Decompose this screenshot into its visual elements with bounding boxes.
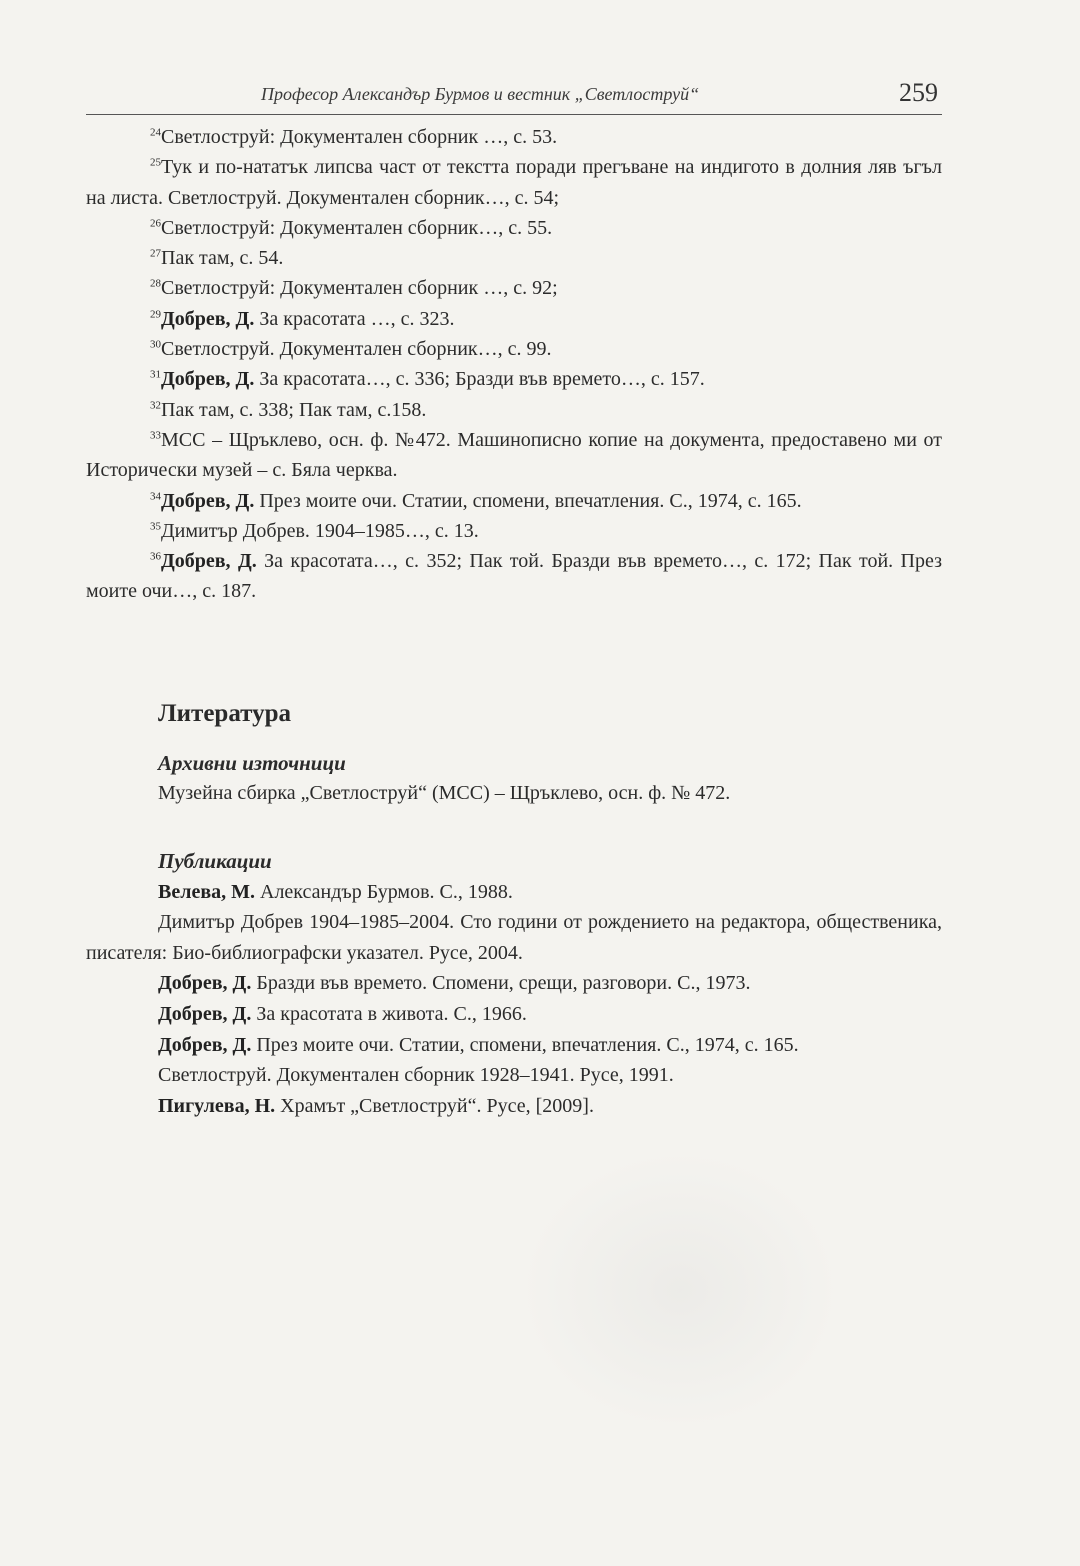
publication-author: Добрев, Д. — [158, 972, 252, 995]
publication-entry — [86, 999, 942, 1030]
footnote-number: 25 — [150, 156, 161, 169]
footnote-text: За красотата …, с. 323. — [254, 307, 455, 330]
footnote-text: Тук и по-нататък липсва част от текстта поради прегъване на индигото в долния ляв ъгъл на листа. Светлоструй. Документален сборник…, с. 54; — [86, 156, 942, 209]
publication-entry — [86, 1030, 942, 1061]
footnote-author: Добрев, Д. — [161, 489, 255, 512]
publication-entry — [86, 877, 942, 908]
footnote-text: Пак там, с. 338; Пак там, с.158. — [161, 398, 427, 421]
footnote — [86, 304, 942, 334]
publication-text: Бразди във времето. Спомени, срещи, разговори. С., 1973. — [251, 972, 751, 995]
footnote-author: Добрев, Д. — [161, 550, 257, 573]
footnote-number: 29 — [150, 308, 161, 321]
publication-text: За красотата в живота. С., 1966. — [251, 1002, 527, 1025]
footnote — [86, 213, 942, 243]
footnote — [86, 152, 942, 213]
publication-author: Пигулева, Н. — [158, 1094, 276, 1117]
footnote — [86, 364, 942, 394]
footnote-text: МСС – Щръклево, осн. ф. №472. Машинописно копие на документа, предоставено ми от Исторически музей – с. Бяла черква. — [86, 428, 942, 482]
footnote-text: За красотата…, с. 336; Бразди във времето…, с. 157. — [254, 368, 705, 391]
publication-author: Велева, М. — [158, 880, 255, 903]
publication-entry — [86, 968, 942, 999]
running-header — [86, 78, 942, 115]
footnote-text: Светлоструй: Документален сборник …, с. 92; — [161, 277, 558, 300]
publication-entry — [86, 907, 942, 968]
running-title: Професор Александър Бурмов и вестник „Светлоструй“ — [261, 84, 700, 104]
footnote-number: 26 — [150, 217, 161, 230]
footnote-text: Димитър Добрев. 1904–1985…, с. 13. — [161, 519, 479, 542]
archive-section — [86, 748, 942, 808]
publication-entry — [86, 1060, 942, 1091]
footnote — [86, 516, 942, 546]
footnote-number: 27 — [150, 247, 161, 260]
footnotes — [86, 122, 942, 607]
footnote-text: Светлоструй. Документален сборник…, с. 99. — [161, 338, 552, 361]
publication-text: Храмът „Светлоструй“. Русе, [2009]. — [275, 1094, 594, 1117]
footnote-author: Добрев, Д. — [161, 368, 255, 391]
publication-text: Светлоструй. Документален сборник 1928–1941. Русе, 1991. — [158, 1064, 674, 1087]
footnote — [86, 122, 942, 152]
footnote — [86, 546, 942, 607]
publication-author: Добрев, Д. — [158, 1002, 252, 1025]
publication-author: Добрев, Д. — [158, 1033, 252, 1056]
publication-text: Александър Бурмов. С., 1988. — [255, 880, 513, 903]
footnote-text: Светлоструй: Документален сборник…, с. 55. — [161, 216, 553, 239]
footnote — [86, 243, 942, 273]
publication-entry — [86, 1091, 942, 1122]
page-number: 259 — [899, 78, 938, 107]
footnote-text: Светлоструй: Документален сборник …, с. 53. — [161, 126, 558, 148]
publications-heading: Публикации — [158, 849, 272, 873]
footnote-number: 32 — [150, 399, 161, 412]
footnote-number: 31 — [150, 368, 161, 381]
footnote-author: Добрев, Д. — [161, 307, 255, 330]
publication-text: През моите очи. Статии, спомени, впечатления. С., 1974, с. 165. — [251, 1033, 799, 1056]
footnote — [86, 425, 942, 486]
archive-item: Музейна сбирка „Светлоструй“ (МСС) – Щръклево, осн. ф. № 472. — [158, 782, 731, 804]
footnote-text: За красотата…, с. 352; Пак той. Бразди във времето…, с. 172; Пак той. През моите очи…, с. 187. — [86, 550, 942, 603]
footnote-number: 28 — [150, 277, 161, 290]
footnote-number: 24 — [150, 126, 161, 139]
footnote — [86, 486, 942, 516]
literature-heading: Литература — [158, 700, 292, 727]
footnote-number: 36 — [150, 550, 161, 563]
footnote — [86, 395, 942, 425]
footnote-text: Пак там, с. 54. — [161, 247, 284, 270]
footnote-text: През моите очи. Статии, спомени, впечатления. С., 1974, с. 165. — [254, 489, 802, 512]
show-through-shadow — [520, 1150, 840, 1430]
archive-heading: Архивни източници — [158, 751, 346, 775]
footnote-number: 34 — [150, 489, 161, 502]
footnote-number: 35 — [150, 520, 161, 533]
footnote-number: 33 — [150, 429, 161, 442]
publications-section — [86, 846, 942, 1121]
footnote-number: 30 — [150, 338, 161, 351]
footnote — [86, 334, 942, 364]
publication-text: Димитър Добрев 1904–1985–2004. Сто години от рождението на редактора, общественика, писателя: Био-библиографски указател. Русе, 2004. — [86, 911, 942, 964]
footnote — [86, 273, 942, 303]
